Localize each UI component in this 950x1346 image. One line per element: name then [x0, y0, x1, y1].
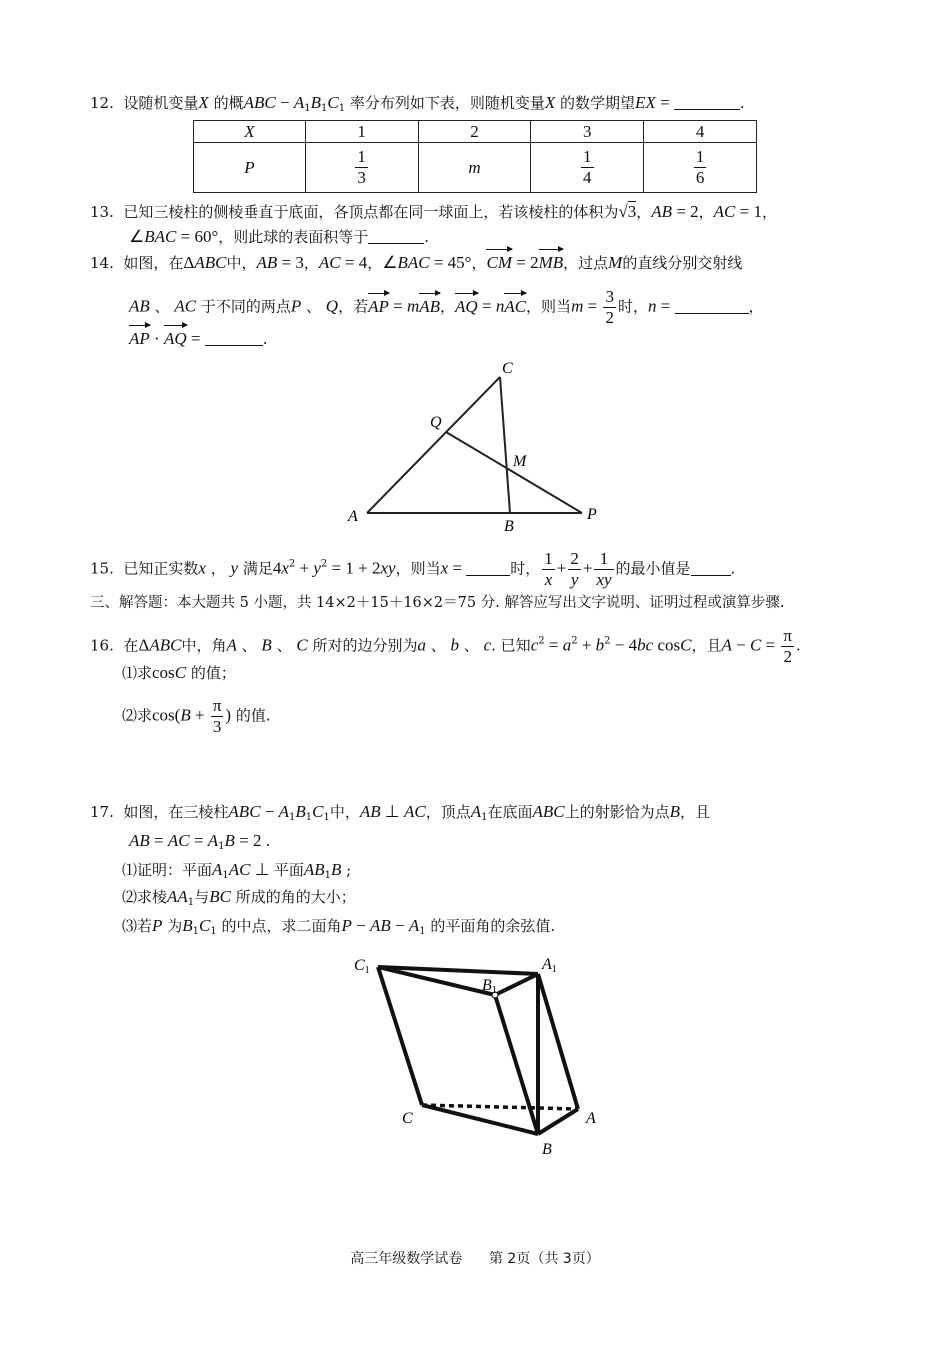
question-number: 13.	[90, 203, 114, 221]
label-q: Q	[430, 414, 442, 431]
table-cell: X	[194, 121, 306, 143]
q13-text: ，则此球的表面积等于	[218, 228, 369, 246]
answer-blank	[466, 559, 510, 576]
segment-qp	[446, 432, 582, 513]
page-footer	[0, 1248, 950, 1268]
segment-cb	[500, 377, 510, 513]
edge-a1a	[538, 974, 578, 1109]
q17-part: ⑴证明：平面	[122, 861, 213, 879]
probability-table	[193, 120, 757, 193]
question-number: 14.	[90, 254, 114, 272]
edge-c1c	[378, 967, 422, 1105]
answer-blank	[691, 559, 731, 576]
q17-text: 如图，在三棱柱	[123, 803, 229, 821]
question-16-part-2: ⑵求cos(B + $\frac{\pi}{3}$ ) 的值.	[122, 696, 271, 736]
q14-text: 于不同的两点	[200, 297, 291, 316]
answer-blank	[675, 297, 749, 314]
prism-figure	[340, 945, 620, 1165]
question-14-line-3: AP · AQ = .	[129, 329, 268, 348]
answer-blank	[674, 93, 740, 110]
question-17-part-1: ⑴证明：平面$A_1AC$ ⊥ 平面$AB_1B$ ;	[122, 860, 352, 881]
label-a: A	[586, 1110, 596, 1127]
edge-ba	[538, 1109, 578, 1134]
table-cell: $\frac{1}{3}$	[305, 143, 418, 193]
footer-title: 高三年级数学试卷	[350, 1251, 463, 1267]
table-cell: 3	[531, 121, 644, 143]
question-17-part-3: ⑶若P 为$B_1C_1$ 的中点，求二面角P − AB − $A_1$ 的平面角的余弦值.	[122, 916, 556, 937]
question-number: 15.	[90, 559, 114, 578]
question-16-part-1: ⑴求cosC 的值；	[122, 663, 236, 682]
table-cell: 2	[418, 121, 531, 143]
question-17-line-2: AB = AC = $A_1B = 2$ .	[129, 831, 270, 852]
question-16-line-1: 16. 在ΔABC中，角A 、 B 、 C 所对的边分别为a 、 b 、 c. 已知$c^2 = a^2 + b^2 - 4bc$ cosC，且A − C = $\frac{\pi}{2}$ .	[90, 626, 801, 666]
label-b: B	[504, 518, 514, 535]
label-a: A	[348, 508, 358, 525]
section-heading: 三、解答题：本大题共 5 小题，共 14×2＋15＋16×2＝75 分. 解答应写出文字说明、证明过程或演算步骤.	[90, 595, 785, 611]
question-number: 16.	[90, 636, 114, 655]
q14-text: 如图，在	[123, 254, 184, 272]
table-row	[194, 121, 757, 143]
table-cell: 4	[644, 121, 757, 143]
answer-blank	[368, 227, 424, 244]
label-c: C	[402, 1110, 413, 1127]
label-p: P	[587, 506, 597, 523]
edge-cb	[422, 1105, 538, 1134]
question-12-line: 12. 设随机变量X 的概ABC − $A_1B_1C_1$ 率分布列如下表，则随机变量X 的数学期望EX = .	[90, 93, 745, 114]
edge-b1a1	[495, 974, 538, 995]
table-cell: P	[194, 143, 306, 193]
q16-part: ⑵求	[122, 706, 153, 725]
question-number: 12.	[90, 94, 114, 112]
q12-text: 设随机变量	[123, 94, 199, 112]
question-13-line-1: 13. 已知三棱柱的侧棱垂直于底面，各顶点都在同一球面上，若该棱柱的体积为√3，AB = 2，AC = 1，	[90, 202, 778, 221]
q12-text: 的数学期望	[560, 94, 636, 112]
answer-blank	[205, 329, 263, 346]
segment-ac	[367, 377, 500, 513]
table-cell: $\frac{1}{6}$	[644, 143, 757, 193]
label-b: B	[542, 1141, 552, 1158]
question-17-line-1: 17. 如图，在三棱柱ABC − $A_1B_1C_1$中，AB ⊥ AC，顶点$A_1$在底面ABC上的射影恰为点B，且	[90, 802, 711, 823]
table-cell: $\frac{1}{4}$	[531, 143, 644, 193]
label-c1: C1	[354, 957, 370, 976]
edge-ca-hidden	[422, 1105, 578, 1109]
triangle-figure	[340, 355, 610, 535]
question-17-part-2: ⑵求棱$AA_1$与BC 所成的角的大小；	[122, 887, 356, 908]
label-b1: B1	[482, 977, 497, 996]
q17-part: ⑵求棱	[122, 888, 168, 906]
q15-text: 已知正实数	[123, 559, 199, 578]
table-cell: 1	[305, 121, 418, 143]
q13-text: 已知三棱柱的侧棱垂直于底面，各顶点都在同一球面上，若该棱柱的体积为	[123, 203, 619, 221]
q17-part: ⑶若	[122, 917, 153, 935]
q12-text: 的概	[213, 94, 244, 112]
table-cell: m	[418, 143, 531, 193]
edge-b1b	[495, 995, 538, 1134]
question-15-line: 15. 已知正实数x ， y 满足$4x^2 + y^2 = 1 + 2xy$，则当x = 时， $\frac{1}{x}$ + $\frac{2}{y}$ + $\frac{1}{xy}$ 的最小值是 .	[90, 549, 736, 589]
footer-page-number: 第 2页（共 3页）	[488, 1251, 600, 1267]
question-13-line-2: ∠BAC = 60°，则此球的表面积等于 .	[129, 227, 430, 246]
table-row	[194, 143, 757, 193]
q16-part: ⑴求	[122, 664, 153, 682]
question-14-line-2: AB 、 AC 于不同的两点P 、 Q，若AP = mAB，AQ = nAC，则当m = $\frac{3}{2}$ 时，n = ，	[129, 287, 764, 327]
label-c: C	[502, 360, 513, 377]
question-number: 17.	[90, 803, 114, 821]
q12-text: 率分布列如下表，则随机变量	[349, 94, 545, 112]
label-m: M	[513, 453, 527, 470]
label-a1: A1	[542, 956, 557, 975]
q16-text: 在	[123, 636, 139, 655]
question-14-line-1: 14. 如图，在ΔABC中，AB = 3，AC = 4，∠BAC = 45°，CM = 2MB，过点M的直线分别交射线	[90, 253, 743, 272]
